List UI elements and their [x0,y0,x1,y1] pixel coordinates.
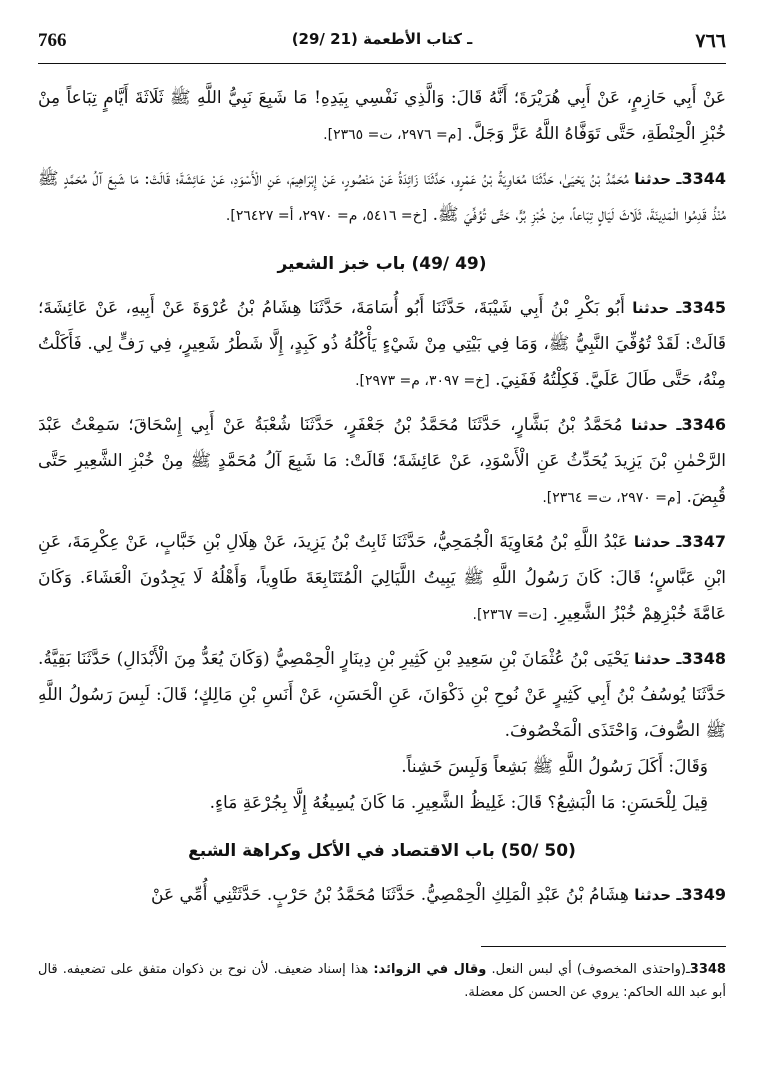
running-title: (29/ 21) ـ كتاب الأطعمة [291,30,473,48]
hadith-number: 3345 [681,298,727,317]
hadith-3348: 3348ـ حدثنا يَحْيَى بْنُ عُثْمَانَ بْنِ سَعِيدِ بْنِ كَثِيرِ بْنِ دِينَارٍ الْحِمْصِيُّ (وَكَانَ يُعَدُّ مِنَ الْأَبْدَالِ) حَدَّثَنَا بَقِيَّةُ. حَدَّثَنَا يُوسُفُ بْنُ أَبِي كَثِيرٍ عَنْ نُوحِ بْنِ ذَكْوَانَ، عَنِ الْحَسَنِ، عَنْ أَنَسِ بْنِ مَالِكٍ؛ قَالَ: لَبِسَ رَسُولُ اللَّهِ ﷺ الصُّوفَ، وَاحْتَذَى الْمَخْصُوفَ. [38,649,726,741]
page-header [38,30,726,56]
hadith-3349: 3349ـ حدثنا هِشَامُ بْنُ عَبْدِ الْمَلِكِ الْحِمْصِيُّ. حَدَّثَنَا مُحَمَّدُ بْنُ حَرْبٍ. حَدَّثَتْنِي أُمِّي عَنْ [151,885,726,905]
page-number-arabic: ٧٦٦ [695,31,726,52]
hadith-number: 3348 [681,649,726,668]
hadith-3346: 3346ـ حدثنا مُحَمَّدُ بْنُ بَشَّارٍ، حَدَّثَنَا مُحَمَّدُ بْنُ جَعْفَرٍ، حَدَّثَنَا شُعْبَةُ عَنْ أَبِي إِسْحَاقَ؛ سَمِعْتُ عَبْدَ الرَّحْمٰنِ بْنَ يَزِيدَ يُحَدِّثُ عَنِ الْأَسْوَدِ، عَنْ عَائِشَةَ؛ قَالَتْ: مَا شَبِعَ آلُ مُحَمَّدٍ ﷺ مِنْ خُبْزِ الشَّعِيرِ حَتَّى قُبِضَ. [م= ٢٩٧٠، ت= ٢٣٦٤]. [38,415,726,507]
hadith-number: 3344 [681,169,727,188]
chapter-heading: (49 /49) باب خبز الشعير [277,254,487,274]
footnote: 3348ـ(واحتذى المخصوف) أي لبس النعل. وقال في الزوائد: هذا إسناد ضعيف. لأن نوح بن ذكوان متفق على تضعيفه. قال أبو عبد الله الحاكم: يروي عن الحسن كل معضلة. [38,962,726,1000]
hadith-number: 3347 [681,532,727,551]
reference: [خ= ٣٠٩٧، م= ٢٩٧٣]. [355,373,490,389]
reference: [خ= ٥٤١٦، م= ٢٩٧٠، أ= ٢٦٤٢٧]. [225,208,428,224]
hadith-3345: 3345ـ حدثنا أَبُو بَكْرِ بْنُ أَبِي شَيْبَةَ، حَدَّثَنَا أَبُو أُسَامَةَ، حَدَّثَنَا هِشَامُ بْنُ عُرْوَةَ عَنْ أَبِيهِ، عَنْ عَائِشَةَ؛ قَالَتْ: لَقَدْ تُوُفِّيَ النَّبِيُّ ﷺ، وَمَا فِي بَيْتِي مِنْ شَيْءٍ يَأْكُلُهُ ذُو كَبِدٍ، إِلَّا شَطْرُ شَعِيرٍ، فِي رَفٍّ لِي. فَأَكَلْتُ مِنْهُ، حَتَّى طَالَ عَلَيَّ. فَكِلْتُهُ فَفَنِيَ. [خ= ٣٠٩٧، م= ٢٩٧٣]. [38,298,727,390]
footnote-number: 3348 [689,962,726,977]
chapter-heading: (50 /50) باب الاقتصاد في الأكل وكراهة الشبع [188,841,576,861]
paragraph: عَنْ أَبِي حَازِمٍ، عَنْ أَبِي هُرَيْرَةَ؛ أَنَّهُ قَالَ: وَالَّذِي نَفْسِي بِيَدِهِ! مَا شَبِعَ نَبِيُّ اللَّهِ ﷺ ثَلَاثَةَ أَيَّامٍ تِبَاعاً مِنْ خُبْزِ الْحِنْطَةِ، حَتَّى تَوَفَّاهُ اللَّهُ عَزَّ وَجَلَّ. [م= ٢٩٧٦، ت= ٢٣٦٥]. [38,88,726,144]
hadith-number: 3346 [681,415,726,434]
hadith-3348-line3: قِيلَ لِلْحَسَنِ: مَا الْبَشِعُ؟ قَالَ: غَلِيظُ الشَّعِيرِ. مَا كَانَ يُسِيغُهُ إِلَّا بِجُرْعَةِ مَاءٍ. [209,793,708,813]
hadith-3348-line2: وَقَالَ: أَكَلَ رَسُولُ اللَّهِ ﷺ بَشِعاً وَلَبِسَ خَشِناً. [401,757,708,777]
hadith-3344: 3344ـ حدثنا مُحَمَّدُ بْنُ يَحْيَىٰ، حَدَّثَنَا مُعَاوِيَةُ بْنُ عَمْرٍو، حَدَّثَنَا زَائِدَةُ عَنْ مَنْصُورٍ، عَنْ إِبْرَاهِيمَ، عَنِ الْأَسْوَدِ، عَنْ عَائِشَةَ؛ قَالَتْ: مَا شَبِعَ آلُ مُحَمَّدٍ ﷺ مُنْذُ قَدِمُوا الْمَدِينَةَ، ثَلَاثَ لَيَالٍ تِبَاعاً، مِنْ خُبْزِ بُرٍّ، حَتَّى تُوُفِّيَ ﷺ. [خ= ٥٤١٦، م= ٢٩٧٠، أ= ٢٦٤٢٧]. [38,169,727,225]
footnote-rule [481,946,726,947]
footnote-term: ـ(واحتذى المخصوف) [576,962,690,977]
reference: [م= ٢٩٧٦، ت= ٢٣٦٥]. [323,127,462,143]
hadith-number: 3349 [681,885,726,904]
reference: [ت= ٢٣٦٧]. [472,607,548,623]
main-text [38,80,726,913]
page-number-latin: 766 [38,30,67,51]
reference: [م= ٢٩٧٠، ت= ٢٣٦٤]. [542,490,682,506]
footnote-label: وقال في الزوائد: [373,962,487,977]
hadith-3347: 3347ـ حدثنا عَبْدُ اللَّهِ بْنُ مُعَاوِيَةَ الْجُمَحِيُّ، حَدَّثَنَا ثَابِتُ بْنُ يَزِيدَ، عَنْ هِلَالِ بْنِ خَبَّابٍ، عَنْ عِكْرِمَةَ، عَنِ ابْنِ عَبَّاسٍ؛ قَالَ: كَانَ رَسُولُ اللَّهِ ﷺ يَبِيتُ اللَّيَالِيَ الْمُتَتَابِعَةَ طَاوِياً، وَأَهْلُهُ لَا يَجِدُونَ الْعَشَاءَ. وَكَانَ عَامَّةَ خُبْزِهِمْ خُبْزُ الشَّعِيرِ. [ت= ٢٣٦٧]. [38,532,727,624]
header-rule [38,63,726,64]
